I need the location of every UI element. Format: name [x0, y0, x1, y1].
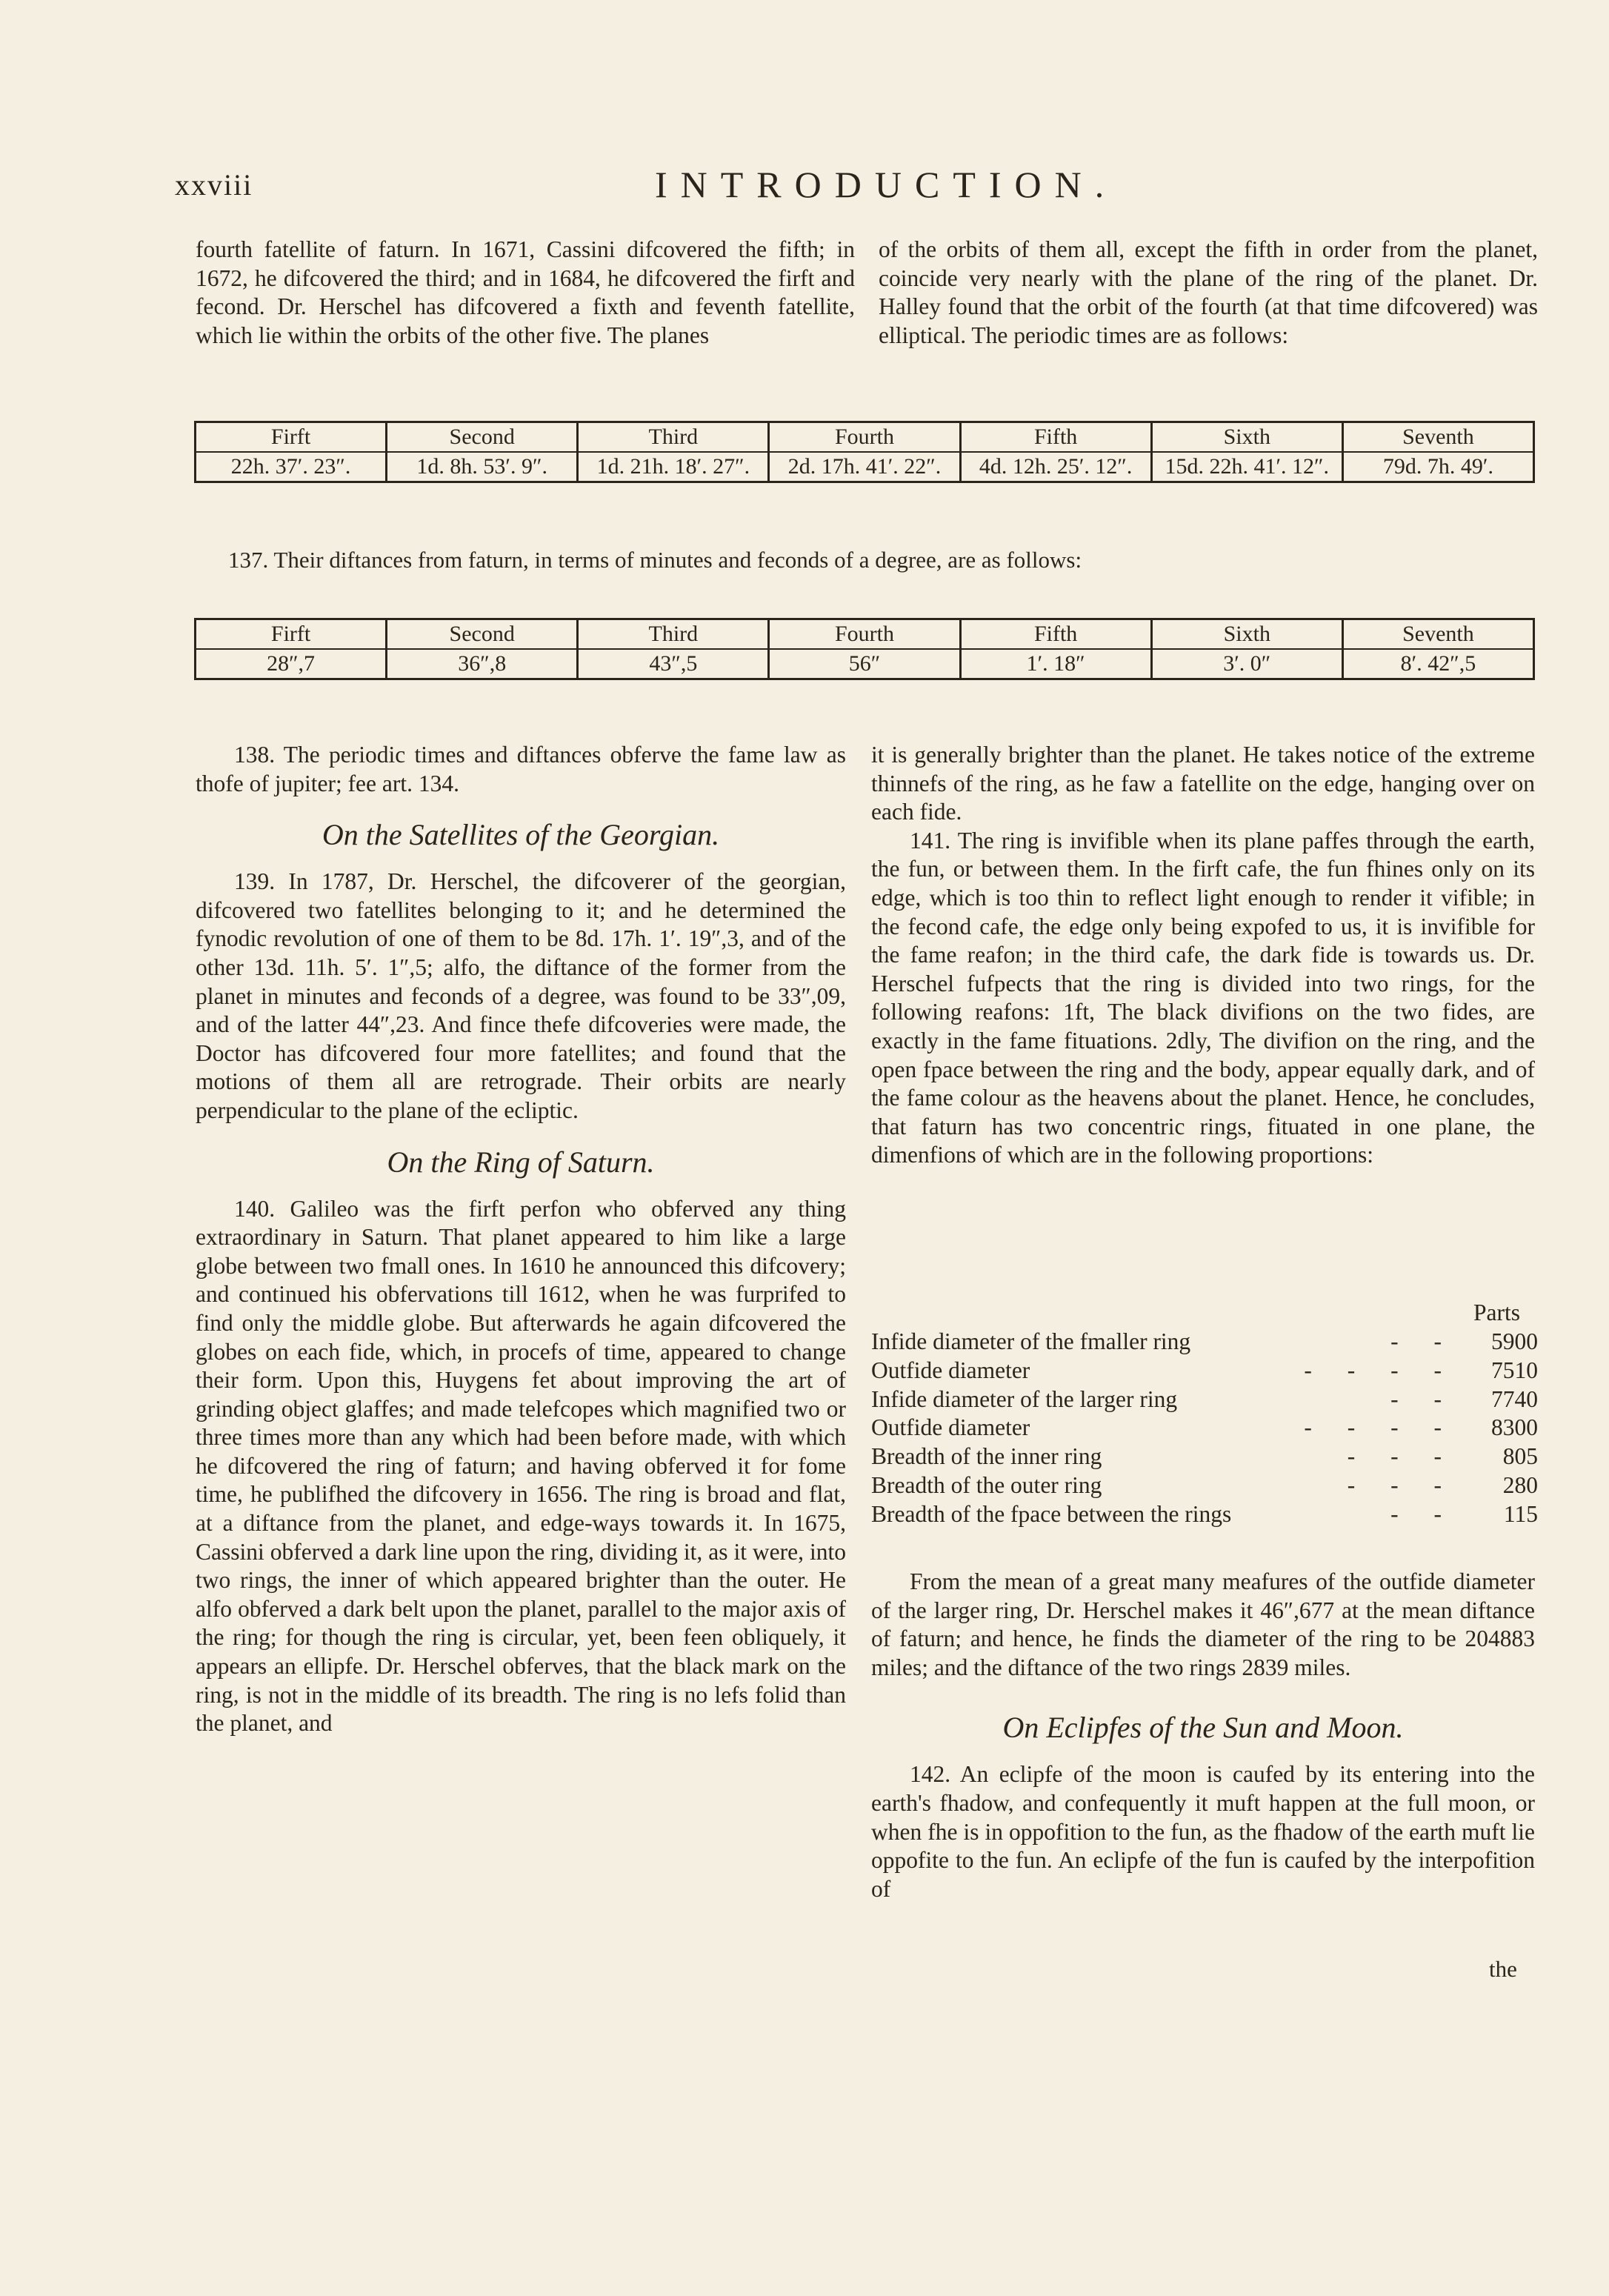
left-column [196, 741, 846, 1738]
distance-header-row [196, 619, 1534, 650]
right-top-text: of the orbits of them all, except the fifth in order from the planet, coincide very nearly with the plane of the ring of the planet. Dr. Halley found that the orbit of the fourth (at that time difcovered) was elliptical. The periodic times are as follows: [879, 236, 1538, 348]
table-cell: 43″,5 [578, 649, 769, 679]
table-header-cell: Sixth [1151, 422, 1342, 453]
table-cell: 4d. 12h. 25′. 12″. [960, 452, 1151, 482]
periodic-value-row [196, 452, 1534, 482]
table-header-cell: Fifth [960, 422, 1151, 453]
table-header-cell: Fourth [769, 422, 960, 453]
ring-proportion-row [871, 1471, 1538, 1500]
ring-row-label: Outfide diameter [871, 1357, 1030, 1383]
ring-row-value: 805 [1502, 1443, 1538, 1470]
ring-row-label: Breadth of the inner ring [871, 1443, 1102, 1470]
periodic-times-table [194, 421, 1535, 483]
paragraph-141: 141. The ring is invifible when its plane paffes through the earth, the fun, or between them. In the firft cafe, the fun fhines only on its edge, which is too thin to reflect light enough to render it vifible; in the fecond cafe, the edge only being expofed to us, it is invifible for the fame reafon; in the third cafe, the dark fide is towards us. Dr. Herschel fufpects that the ring is divided into two rings, for the following reafons: 1ft, The black divifions on the two fides, are exactly in the fame fituations. 2dly, The divifion on the ring, and the open fpace between the ring and the body, appear equally dark, and of the fame colour as the heavens about the planet. Hence, he concludes, that faturn has two concentric rings, fituated in one plane, the dimenfions of which are in the following proportions: [871, 827, 1535, 1168]
periodic-header-row [196, 422, 1534, 453]
table-cell: 15d. 22h. 41′. 12″. [1151, 452, 1342, 482]
left-top-paragraph [196, 236, 855, 350]
parts-column-header: Parts [1473, 1300, 1520, 1325]
ring-proportion-row [871, 1385, 1538, 1414]
paragraph-140-continued: it is generally brighter than the planet. He takes notice of the extreme thinnefs of the ring, as he faw a fatellite on the edge, hanging over on each fide. [871, 742, 1535, 825]
right-column-lower [871, 1568, 1535, 1903]
table-cell: 28″,7 [267, 651, 316, 676]
ring-row-leader: - - - [1347, 1471, 1456, 1498]
paragraph-139: 139. In 1787, Dr. Herschel, the difcoverer of the georgian, difcovered two fatellites belonging to it; and he determined the fynodic revolution of one of them to be 8d. 17h. 1′. 19″,3, and of the other 13d. 11h. 5′. 1″,5; alfo, the diftance of the former from the planet in minutes and feconds of a degree, was found to be 33″,09, and of the latter 44″,23. And fince thefe difcoveries were made, the Doctor has difcovered four more fatellites; and found that the motions of them all are retrograde. Their orbits are nearly perpendicular to the plane of the ecliptic. [196, 868, 846, 1123]
ring-row-value: 7740 [1491, 1385, 1538, 1412]
ring-row-label: Infide diameter of the larger ring [871, 1385, 1178, 1412]
table-cell: 79d. 7h. 49′. [1342, 452, 1533, 482]
ring-row-leader: - - - [1347, 1443, 1456, 1470]
table-cell: 2d. 17h. 41′. 22″. [769, 452, 960, 482]
ring-proportion-row [871, 1443, 1538, 1471]
ring-proportions-table [871, 1298, 1538, 1529]
table-cell: 1′. 18″ [960, 649, 1151, 679]
table-header-cell: Fifth [960, 619, 1151, 650]
page-folio: xxviii [175, 168, 253, 202]
ring-proportion-row [871, 1500, 1538, 1529]
ring-proportion-row [871, 1328, 1538, 1357]
right-column [871, 741, 1535, 1170]
heading-georgian-satellites: On the Satellites of the Georgian. [322, 818, 720, 852]
ring-proportion-row [871, 1414, 1538, 1443]
right-top-paragraph [879, 236, 1538, 350]
ring-row-label: Outfide diameter [871, 1414, 1030, 1441]
satellite-distance-table [194, 618, 1535, 680]
table-header-cell: Fourth [769, 619, 960, 650]
running-title: INTRODUCTION. [655, 164, 1118, 205]
ring-row-leader: - - - - [1304, 1414, 1456, 1441]
left-top-text: fourth fatellite of faturn. In 1671, Cassini difcovered the fifth; in 1672, he difcovered the third; and in 1684, he difcovered the firft and fecond. Dr. Herschel has difcovered a fixth and feventh fatellite, which lie within the orbits of the other five. The planes [196, 236, 855, 348]
ring-proportion-row [871, 1357, 1538, 1385]
table-cell: 36″,8 [387, 649, 578, 679]
ring-row-leader: - - [1390, 1385, 1456, 1412]
ring-row-leader: - - [1390, 1500, 1456, 1527]
catchword: the [1489, 1956, 1517, 1982]
table-header-cell: Sixth [1151, 619, 1342, 650]
ring-row-leader: - - - - [1304, 1357, 1456, 1383]
table-header-cell: Firft [196, 422, 387, 453]
heading-ring-of-saturn: On the Ring of Saturn. [387, 1145, 655, 1179]
table-cell: 22h. 37′. 23″. [230, 454, 351, 479]
table-cell: 56″ [769, 649, 960, 679]
paragraph-142: 142. An eclipfe of the moon is caufed by its entering into the earth's fhadow, and confequently it muft happen at the full moon, or when fhe is in oppofition to the fun, as the fhadow of the earth muft lie oppofite to the fun. An eclipfe of the fun is caufed by the interpofition of [871, 1761, 1535, 1902]
table-header-cell: Seventh [1342, 422, 1533, 453]
ring-rows [871, 1328, 1538, 1529]
table-header-cell: Third [578, 422, 769, 453]
table-cell: 1d. 21h. 18′. 27″. [578, 452, 769, 482]
paragraph-ring-mean: From the mean of a great many meafures of the outfide diameter of the larger ring, Dr. Herschel makes it 46″,677 at the mean diftance of faturn; and hence, he finds the diameter of the ring to be 204883 miles; and the diftance of the two rings 2839 miles. [871, 1568, 1535, 1680]
paragraph-140: 140. Galileo was the firft perfon who obferved any thing extraordinary in Saturn. That planet appeared to him like a large globe between two fmall ones. In 1610 he announced this difcovery; and continued his obfervations till 1612, when he was furprifed to find only the middle globe. But afterwards he again difcovered the globes on each fide, which, in procefs of time, appeared to change their form. Upon this, Huygens fet about improving the art of grinding object glaffes; and made telefcopes which magnified two or three times more than any which had been before made, with which he difcovered the ring of faturn; and having obferved it for fome time, he publifhed the difcovery in 1656. The ring is broad and flat, at a diftance from the planet, and edge-ways towards it. In 1675, Cassini obferved a dark line upon the ring, dividing it, as it were, into two rings, the inner of which appeared brighter than the outer. He alfo obferved a dark belt upon the planet, parallel to the major axis of the ring; for though the ring is circular, yet, been feen obliquely, it appears an ellipfe. Dr. Herschel obferves, that the black mark on the ring, is not in the middle of its breadth. The ring is no lefs folid than the planet, and [196, 1195, 846, 1737]
table-header-cell: Second [387, 422, 578, 453]
ring-row-value: 8300 [1491, 1414, 1538, 1441]
ring-row-value: 7510 [1491, 1357, 1538, 1383]
paragraph-137: 137. Their diftances from faturn, in terms of minutes and feconds of a degree, are as follows: [228, 547, 1082, 573]
ring-row-value: 115 [1503, 1500, 1538, 1527]
ring-row-value: 5900 [1491, 1328, 1538, 1354]
distance-value-row [196, 649, 1534, 679]
ring-row-leader: - - [1390, 1328, 1456, 1354]
ring-row-label: Breadth of the outer ring [871, 1471, 1102, 1498]
table-cell: 8′. 42″,5 [1342, 649, 1533, 679]
table-header-cell: Second [387, 619, 578, 650]
table-header-cell: Third [578, 619, 769, 650]
heading-eclipses: On Eclipfes of the Sun and Moon. [1002, 1711, 1404, 1745]
table-header-cell: Seventh [1342, 619, 1533, 650]
table-header-cell: Firft [196, 619, 387, 650]
ring-row-label: Breadth of the fpace between the rings [871, 1500, 1232, 1527]
ring-row-value: 280 [1502, 1471, 1538, 1498]
ring-row-label: Infide diameter of the fmaller ring [871, 1328, 1191, 1354]
table-cell: 1d. 8h. 53′. 9″. [387, 452, 578, 482]
paragraph-138: 138. The periodic times and diftances obferve the fame law as thofe of jupiter; fee art. 134. [196, 742, 846, 796]
table-cell: 3′. 0″ [1151, 649, 1342, 679]
